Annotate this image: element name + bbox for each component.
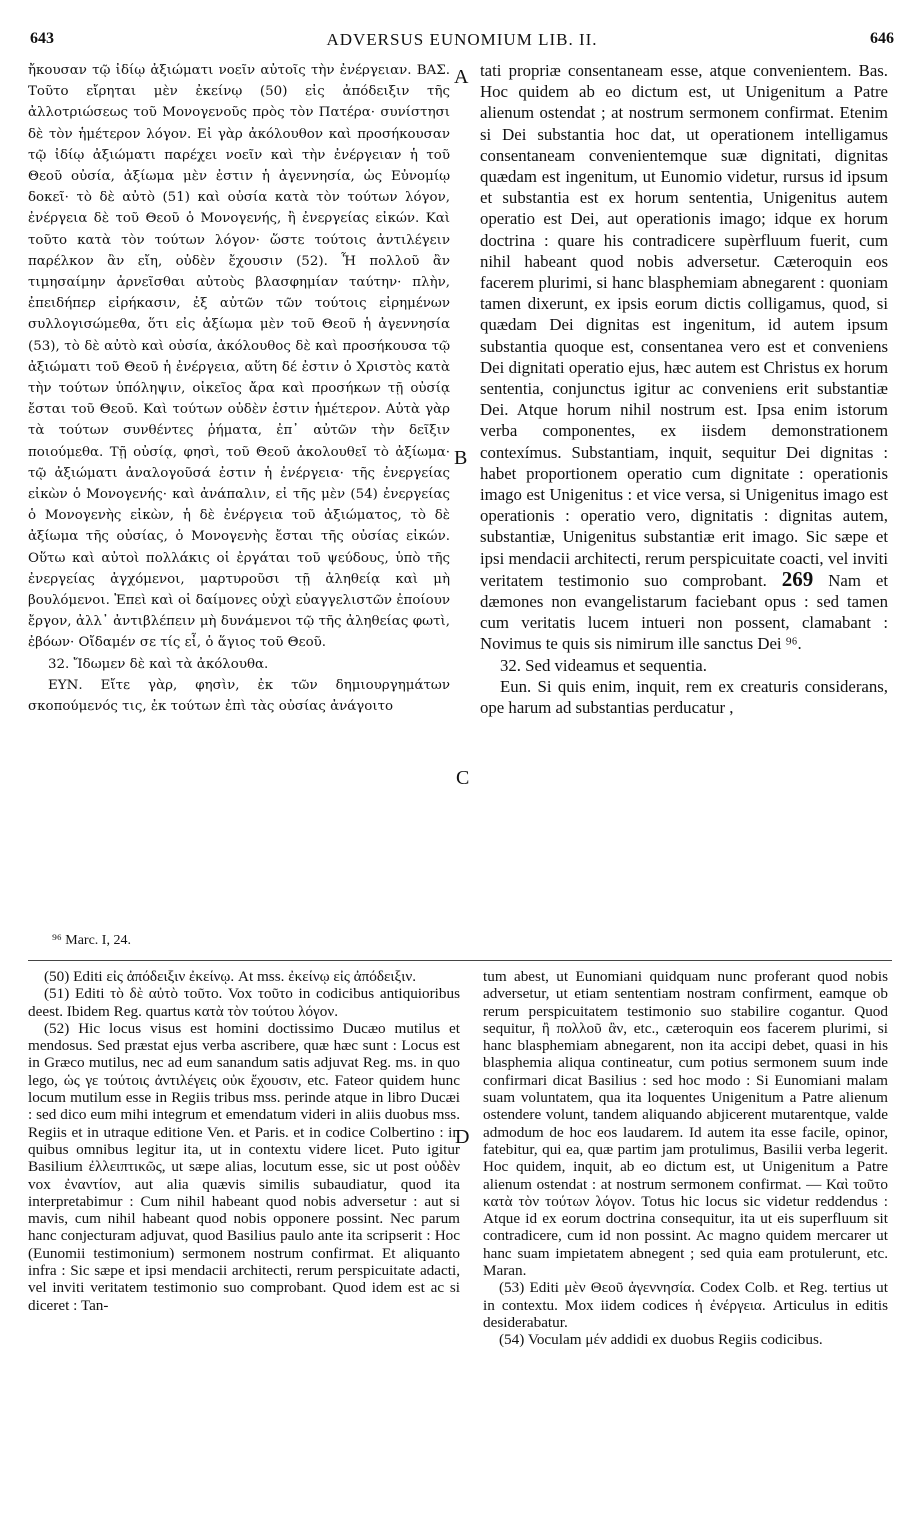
latin-section-32: 32. Sed videamus et sequentia. [500,655,707,675]
notes-left-column [28,968,460,1314]
latin-column [480,60,888,718]
greek-section-32: 32. Ἴδωμεν δὲ καὶ τὰ ἀκόλουθα. [48,656,269,672]
running-title: ADVERSUS EUNOMIUM LIB. II. [326,30,598,49]
latin-eunomius-paragraph: Eun. Si quis enim, inquit, rem ex creaturis considerans, ope harum ad substantias perducatur , [480,676,888,718]
note-54: (54) Voculam μέν addidi ex duobus Regiis codicibus. [499,1331,823,1349]
note-52: (52) Hic locus visus est homini doctissimo Ducæo mutilus et mendosus. Sed præstat ejus verba ascribere, quæ hæc sunt : Locus est in Græco mutilus, nec ad eum sanandum satis adjuvat Reg. ms. in quo lego, ὡς γε τούτοις ἀντιλέγεις οὐκ ἔχουσιν, etc. Fateor quidem hunc locum mutilum esse in Regiis tribus mss. perinde atque in libro Ducæi : sed dico eum mihi integrum et emendatum videri in aliis duobus mss. Regiis et in utraque editione Ven. et Paris. et in codice Colbertino : in quibus omnibus legitur ita, ut in contextu videre licet. Puto igitur Basilium ἐλλειπτικῶς, ut sæpe alias, locutum esse, sic ut post οὐδὲν vox ἐναντίον, aut alia quævis similis subaudiatur, quod ita interpretabimur : Cum nihil habeant quod nobis adversetur : aut si mavis, cum nihil habeant quod nobis opponere possint. Nec parum hanc conjecturam adjuvat, quod Basilius paulo ante ita scripserit : Hoc (Eunomii testimonium) sermonem nostrum confirmat. Et aliquanto infra : Sic sæpe et ipsi mendacii architecti, rerum perspicuitate adacti, vel inviti veritatem testimonio suo comprobant. Quod idem est ac si diceret : Tan- [28,1019,460,1314]
margin-marker-a: A [454,66,469,88]
latin-page-marker: 269 [781,566,814,591]
note-50: (50) Editi εἰς ἀπόδειξιν ἐκείνῳ. At mss. ἐκείνῳ εἰς ἀπόδειξιν. [44,968,417,985]
latin-paragraph [480,60,888,655]
notes-divider [28,960,892,961]
latin-text-part-1: tati propriæ consentaneam esse, atque convenientem. Bas. Hoc quidem ab eo dictum est, ut Unigenitum a Patre alienum ostendat ; at nostrum sermonem confirmat. Etenim si Dei substantia hoc dat, ut operationem intelligamus consentaneam convenientemque suæ dignitati, dignitas quædam est ingenitum, ut Eunomio videtur, rursus id ipsum et substantia est ex horum sententia, Unigenitus autem operatio est Dei, aut operationis imago; idque ex horum doctrina : quare his contradicere supèrfluum fuerit, cum nihil habeant quod nobis adversetur. Cæteroquin eos facerem plurimi, si hanc blasphemiam abnegarent : quoniam tamen dixerunt, ex ipsis eorum dictis colligamus, quod, si quædam Dei dignitas est ingenitum, id autem ipsum substantia quoque est, consentanea vero est et conveniens Dei dignitati operatio ejus, hæc autem est Christus ex horum sententia, conjunctus igitur ac conveniens erit substantiæ Dei. Atque horum nihil nostrum est. Ipsa enim istorum verba componentes, ex iisdem demonstrationem contexímus. Substantiam, inquit, sequitur Dei dignitas : habet proportionem operatio cum dignitate : operationis imago est Unigenitus : et vice versa, si Unigenitus imago est operationis : operatio vero, dignitatis : dignitas autem, substantiæ, Unigenitus substantiæ erit imago. Sic sæpe et ipsi mendacii architecti, rerum perspicuitate coacti, vel inviti veritatem testimonio suo comprobant. [480,61,888,590]
greek-paragraph: ἤκουσαν τῷ ἰδίῳ ἀξιώματι νοεῖν αὐτοῖς τὴν ἐνέργειαν. ΒΑΣ. Τοῦτο εἴρηται μὲν ἐκείνῳ (50) εἰς ἀπόδειξιν τῆς ἀλλοτριώσεως τοῦ Μονογενοῦς πρὸς τὸν Πατέρα· συνίστησι δὲ τὸν ἡμέτερον λόγον. Εἰ γὰρ ἀκόλουθον καὶ προσήκουσαν τῷ ἰδίῳ ἀξιώματι παρέχει νοεῖν καὶ τὴν ἐνέργειαν ἡ τοῦ Θεοῦ οὐσία, ἀξίωμα μὲν ἐστιν ἡ ἀγεννησία, ὡς Εὐνομίῳ δοκεῖ· τὸ δὲ αὐτὸ (51) καὶ οὐσία κατὰ τὸν τούτων λόγον, ἐνέργεια δὲ τοῦ Θεοῦ ὁ Μονογενής, ἢ ἐνεργείας εἰκών. Καὶ τοῦτο κατὰ τὸν τούτων λόγον· ὥστε τούτοις ἀντιλέγειν παρέλκον ἂν εἴη, οὐδὲν ἔχουσιν (52). Ἦ πολλοῦ ἂν τιμησαίμην ἀρνεῖσθαι αὐτοὺς βλασφημίαν ταύτην· πλὴν, ἐπειδήπερ εἰρήκασιν, ἐξ αὐτῶν τῶν τούτοις εἰρημένων συλλογισώμεθα, ὅτι εἰς ἀξίωμα μὲν τοῦ Θεοῦ ἡ ἀγεννησία (53), τὸ δὲ αὐτὸ καὶ οὐσία, ἀκόλουθος δὲ καὶ προσήκουσα τῷ ἀξιώματι τοῦ Θεοῦ ἡ ἐνέργεια, αὕτη δέ ἐστιν ὁ Χριστὸς κατὰ τὴν τούτων ὑπόληψιν, οἰκεῖος ἄρα καὶ προσήκων τῇ οὐσίᾳ ἔσται τοῦ Θεοῦ. Καὶ τούτων οὐδὲν ἐστιν ἡμέτερον. Αὐτὰ γὰρ τὰ τούτων συνθέντες ῥήματα, ἐπ᾽ αὐτῶν τὴν δεῖξιν ποιούμεθα. Τῇ οὐσίᾳ, φησὶ, τοῦ Θεοῦ ἀκολουθεῖ τὸ ἀξίωμα· τῷ ἀξιώματι ἀναλογοῦσά ἐστιν ἡ ἐνέργεια· τῆς ἐνεργείας εἰκὼν ὁ Μονογενής· καὶ ἀνάπαλιν, εἰ τῆς μὲν (54) ἐνεργείας ὁ Μονογενὴς εἰκὼν, ἡ δὲ ἐνέργεια τοῦ ἀξιώματος, τὸ δὲ ἀξίωμα τῆς οὐσίας, ὁ Μονογενὴς ἔσται τῆς οὐσίας εἰκών. Οὕτω καὶ αὐτοὶ πολλάκις οἱ ἐργάται τοῦ ψεύδους, ὑπὸ τῆς ἐνεργείας ἀγχόμενοι, μαρτυροῦσι τῇ ἀληθείᾳ καὶ μὴ βουλόμενοι. Ἐπεὶ καὶ οἱ δαίμονες οὐχὶ εὐαγγελιστῶν ἐποίουν ἔργον, ἀλλ᾽ ἀντιβλέπειν μὴ δυνάμενοι τῷ τῆς ἀληθείας φωτὶ, ἐβόων· Οἴδαμέν σε τίς εἶ, ὁ ἅγιος τοῦ Θεοῦ. [28,63,450,651]
greek-eunomius-paragraph: ΕΥΝ. Εἴτε γὰρ, φησὶν, ἐκ τῶν δημιουργημάτων σκοπούμενός τις, ἐκ τούτων ἐπὶ τὰς οὐσίας ἀνάγοιτο [28,677,450,715]
margin-marker-d: D [455,1126,470,1148]
note-52-continued: tum abest, ut Eunomiani quidquam nunc proferant quod nobis adversetur, ut etiam sententiam nostram confirment, eamque ob rerum perspicuitatem testimonio suo stabilire cogantur. Quod sequitur, ἢ πολλοῦ ἂν, etc., cæteroquin eos facerem plurimi, si hanc blasphemiam abnegarent, non ita accipi debet, quasi in his blasphemia aliqua contineatur, cum potius sermonem suum inde confirmari dicat Basilius : sed hoc modo : Si Eunomiani malam suam voluntatem, qua ita loquentes Unigenitum a Patre alienum ostendere volunt, tandem aliquando abjicerent mutarentque, valde admodum de hoc eos laudarem. Id autem ita esse facile, opinor, fatebitur, qui ea, quæ partim jam protulimus, Basilii verba legerit. Hoc quidem, inquit, ab eo dictum est, ut Unigenitum a Patre alienum ostendat : at nostrum sermonem confirmat. — Καὶ τοῦτο κατὰ τὸν τούτων λόγον. Totus hic locus sic videtur reddendus : Atque id ex eorum doctrina consequitur, ita ut eis superfluum sit contradicere, cum id non possint. Ac magno quidem mercarer ut hanc suam impietatem abnegent ; sed quia eam protulerunt, etc. Maran. [483,968,888,1280]
page-header [30,30,894,54]
page-number-right: 646 [870,30,894,47]
note-51: (51) Editi τὸ δὲ αὐτὸ τοῦτο. Vox τοῦτο in codicibus antiquioribus deest. Ibidem Reg. quartus κατὰ τὸν τούτου λόγον. [28,985,460,1020]
scripture-footnote: ⁹⁶ Marc. I, 24. [52,933,131,948]
latin-text-part-2: Nam et dæmones non evangelistarum faciebant opus : sed tamen cum veritatis lucem intueri non possent, clamabant : Novimus te quis sis nimirum ille sanctus Dei ⁹⁶. [480,570,888,654]
margin-marker-c: C [456,767,470,789]
notes-right-column [483,968,888,1349]
page-number-left: 643 [30,30,54,47]
margin-marker-b: B [454,447,468,469]
note-53: (53) Editi μὲν Θεοῦ ἀγεννησία. Codex Colb. et Reg. tertius ut in contextu. Mox iidem codices ἡ ἐνέργεια. Articulus in editis desiderabatur. [483,1279,888,1331]
greek-column [28,60,450,717]
